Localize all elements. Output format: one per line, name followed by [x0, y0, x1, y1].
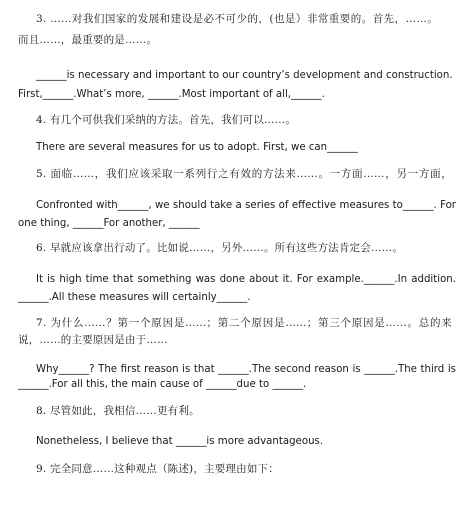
item-3-english-line-1: ______is necessary and important to our country’s development and construction. — [36, 70, 453, 81]
item-4-english-line: There are several measures for us to adopt. First, we can______ — [36, 142, 358, 153]
item-5-chinese-line: 5. 面临……，我们应该采取一系列行之有效的方法来……。一方面……，另一方面， — [36, 168, 452, 180]
item-3-english-line-2: First,______.What’s more, ______.Most important of all,______. — [18, 89, 325, 100]
item-8-english-line: Nonetheless, I believe that ______is more advantageous. — [36, 436, 324, 447]
item-3-chinese-line-1: 3. ……对我们国家的发展和建设是必不可少的，(也是）非常重要的。首先，……。 — [36, 13, 438, 25]
item-3-chinese-line-2: 而且……，最重要的是……。 — [18, 34, 158, 46]
item-7-chinese-line-2: 说，……的主要原因是由于…… — [18, 334, 168, 346]
item-6-english-line-2: ______.All these measures will certainly______. — [18, 292, 251, 303]
item-6-chinese-line: 6. 早就应该拿出行动了。比如说……，另外……。所有这些方法肯定会……。 — [36, 242, 404, 254]
item-9-chinese-line: 9. 完全同意……这种观点（陈述)，主要理由如下： — [36, 463, 279, 475]
item-6-english-line-1: It is high time that something was done about it. For example.______.In addition. — [36, 274, 456, 285]
item-7-english-line-2: ______.For all this, the main cause of ______due to ______. — [18, 379, 307, 390]
item-8-chinese-line: 8. 尽管如此，我相信……更有利。 — [36, 405, 200, 417]
item-4-chinese-line: 4. 有几个可供我们采纳的方法。首先，我们可以……。 — [36, 114, 297, 126]
item-7-chinese-line-1: 7. 为什么……？第一个原因是……；第二个原因是……；第三个原因是……。总的来 — [36, 317, 452, 329]
item-5-english-line-2: one thing, ______For another, ______ — [18, 218, 200, 229]
item-7-english-line-1: Why______? The first reason is that ______.The second reason is ______.The third is — [36, 364, 456, 375]
item-5-english-line-1: Confronted with______, we should take a series of effective measures to______. For — [36, 200, 456, 211]
